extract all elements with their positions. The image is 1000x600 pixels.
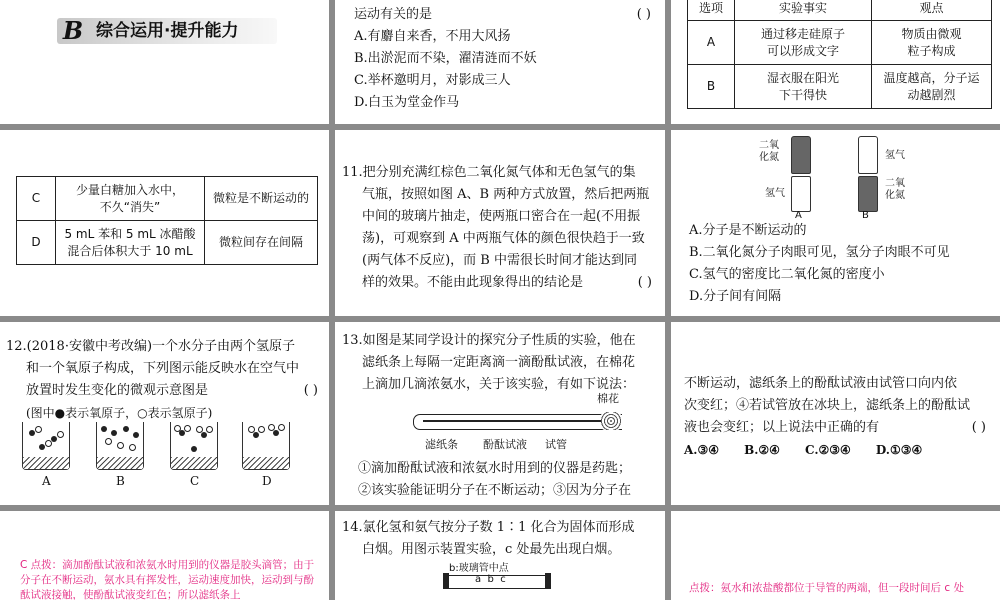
cell-r2c3: [671, 130, 1000, 316]
q13-cont-line: 不断运动，滤纸条上的酚酞试液由试管口向内依: [684, 376, 958, 391]
hydrogen-atom: [105, 438, 112, 445]
q11-line: 中间的玻璃片抽走，使两瓶口密合在一起(不用振: [362, 209, 641, 224]
hydrogen-atom: [57, 431, 64, 438]
q13-cont-line: 液也会变红；以上说法中正确的有: [684, 420, 880, 435]
header-option: 选项: [688, 0, 735, 21]
cell-r4c2: [335, 511, 665, 600]
hydrogen-atom: [268, 424, 275, 431]
q14-line: 白烟。用图示装置实验，c 处最先出现白烟。: [362, 542, 621, 557]
label-no2-b: 二氧 化氮: [885, 178, 905, 201]
cell-r1c2: [335, 0, 665, 124]
q13-cont-line: 次变红；④若试管放在冰块上，滤纸条上的酚酞试: [684, 398, 971, 413]
q11-line: 荡)，可观察到 A 中两瓶气体的颜色很快趋于一致: [362, 231, 645, 246]
label-no2-a: 二氧 化氮: [759, 140, 779, 163]
q12-line: 放置时发生变化的微观示意图是: [26, 383, 209, 398]
section-title: 综合运用·提升能力: [96, 21, 239, 41]
answer-paren: ( ): [303, 383, 318, 398]
oxygen-atom: [123, 426, 129, 432]
q11-line: 样的效果。不能由此现象得出的结论是: [362, 275, 584, 290]
hydrogen-atom: [117, 442, 124, 449]
cell-r4c1: [0, 511, 329, 600]
q13-line: ①滴加酚酞试液和浓氨水时用到的仪器是药匙；: [358, 461, 632, 476]
option-a: A.分子是不断运动的: [689, 223, 807, 238]
option-d: D.白玉为堂金作马: [354, 95, 460, 110]
oxygen-atom: [253, 432, 259, 438]
label-phenolphthalein: 酚酞试液: [483, 438, 527, 451]
q13-line: 上滴加几滴浓氨水，关于该实验，有如下说法：: [362, 377, 636, 392]
label-cotton: 棉花: [597, 392, 619, 405]
beaker-b: [96, 422, 144, 470]
filter-paper: [423, 420, 603, 422]
q11-line: (两气体不反应)，而 B 中需很长时间才能达到同: [362, 253, 637, 268]
gas-jar-figure: [751, 134, 951, 224]
beaker-water: [97, 457, 143, 469]
glass-tube-figure: [445, 561, 555, 600]
oxygen-atom: [111, 430, 117, 436]
test-tube: [413, 414, 622, 430]
beaker-label: C: [190, 474, 200, 488]
q13-line: 13.如图是某同学设计的探究分子性质的实验，他在: [342, 333, 636, 348]
beaker-c: [170, 422, 218, 470]
hydrogen-atom: [35, 426, 42, 433]
answer-paren: ( ): [637, 275, 652, 290]
option-b: B.出淤泥而不染，濯清涟而不妖: [354, 51, 537, 66]
q-text-line: 运动有关的是: [354, 7, 433, 22]
q13-options: A.③④ B.②④ C.②③④ D.①③④: [684, 443, 923, 457]
cell-r1c3: [671, 0, 1000, 124]
oxygen-atom: [133, 432, 139, 438]
q11-line: 气瓶，按照如图 A、B 两种方式放置，然后把两瓶: [362, 187, 650, 202]
q12-line: 和一个氧原子构成，下列图示能反映水在空气中: [26, 361, 300, 376]
hydrogen-atom: [196, 426, 203, 433]
tube-end-right: [545, 573, 551, 589]
label-h2-a: 氢气: [765, 188, 785, 199]
option-d: D.分子间有间隔: [689, 289, 782, 304]
hydrogen-atom: [206, 426, 213, 433]
hydrogen-atom: [278, 424, 285, 431]
label-h2-b: 氢气: [885, 150, 905, 161]
beaker-water: [243, 457, 289, 469]
jar-a-bottom: [791, 176, 811, 212]
option-c: C.举杯邀明月，对影成三人: [354, 73, 511, 88]
row-view: 微粒是不断运动的: [205, 177, 318, 221]
hydrogen-atom: [129, 444, 136, 451]
jar-b-bottom: [858, 176, 878, 212]
oxygen-atom: [101, 426, 107, 432]
oxygen-atom: [191, 446, 197, 452]
beaker-water: [23, 457, 69, 469]
q13-line: 滤纸条上每隔一定距离滴一滴酚酞试液，在棉花: [362, 355, 636, 370]
row-option: D: [17, 221, 56, 265]
label-tube: 试管: [545, 438, 567, 451]
beaker-label: D: [262, 474, 272, 488]
header-view: 观点: [872, 0, 992, 21]
hydrogen-atom: [45, 440, 52, 447]
oxygen-atom: [29, 430, 35, 436]
answer-explanation: C 点拨：滴加酚酞试液和浓氨水时用到的仪器是胶头滴管；由于分子在不断运动，氨水具有挥发性，运动速度加快，运动到与酚酞试液接触，使酚酞试液变红色；所以滤纸条上: [20, 559, 315, 600]
answer-paren: ( ): [636, 7, 651, 22]
hydrogen-atom: [248, 426, 255, 433]
oxygen-atom: [273, 430, 279, 436]
option-c: C.氢气的密度比二氧化氮的密度小: [689, 267, 885, 282]
row-fact: 少量白糖加入水中， 不久“消失”: [56, 177, 205, 221]
q13-line: ②该实验能证明分子在不断运动；③因为分子在: [358, 483, 632, 498]
test-tube-figure: [375, 392, 655, 452]
label-paper: 滤纸条: [425, 438, 458, 451]
option-b: B.二氧化氮分子肉眼可见，氢分子肉眼不可见: [689, 245, 950, 260]
oxygen-atom: [39, 444, 45, 450]
answer-explanation: 点拨：氨水和浓盐酸都位于导管的两端，但一段时间后 c 处: [689, 582, 964, 594]
jar-a-top: [791, 136, 811, 174]
beaker-water: [171, 457, 217, 469]
label-tube-midpoint: b:玻璃管中点: [449, 563, 509, 574]
cell-r4c3: [671, 511, 1000, 600]
experiment-table-top: [687, 0, 992, 109]
oxygen-atom: [201, 432, 207, 438]
row-fact: 通过移走硅原子 可以形成文字: [735, 21, 872, 65]
section-letter: B: [62, 16, 84, 45]
tube-points: a b c: [475, 574, 506, 585]
cell-r1c1: [0, 0, 329, 124]
row-option: A: [688, 21, 735, 65]
row-view: 温度越高，分子运 动越剧烈: [872, 65, 992, 109]
oxygen-atom: [51, 436, 57, 442]
cotton-plug: [601, 412, 621, 430]
jar-b-top: [858, 136, 878, 174]
row-view: 物质由微观 粒子构成: [872, 21, 992, 65]
answer-paren: ( ): [971, 420, 986, 435]
cell-r3c2: [335, 322, 665, 505]
cell-r2c2: [335, 130, 665, 316]
row-fact: 湿衣服在阳光 下干得快: [735, 65, 872, 109]
beaker-label: B: [116, 474, 125, 488]
beaker-label: A: [42, 474, 51, 488]
cell-r2c1: [0, 130, 329, 316]
hydrogen-atom: [174, 425, 181, 432]
row-view: 微粒间存在间隔: [205, 221, 318, 265]
cell-r3c1: [0, 322, 329, 505]
header-fact: 实验事实: [735, 0, 872, 21]
tube-end-left: [443, 573, 449, 589]
cell-r3c3: [671, 322, 1000, 505]
label-a: A: [795, 210, 802, 221]
row-fact: 5 mL 苯和 5 mL 冰醋酸 混合后体积大于 10 mL: [56, 221, 205, 265]
label-b: B: [862, 210, 869, 221]
row-option: C: [17, 177, 56, 221]
hydrogen-atom: [184, 425, 191, 432]
q12-legend: (图中●表示氧原子，○表示氢原子): [26, 406, 213, 420]
beaker-d: [242, 422, 290, 470]
option-a: A.有麝自来香，不用大风扬: [354, 29, 511, 44]
hydrogen-atom: [258, 426, 265, 433]
row-option: B: [688, 65, 735, 109]
beaker-a: [22, 422, 70, 470]
q14-line: 14.氯化氢和氨气按分子数 1∶1 化合为固体而形成: [342, 520, 635, 535]
q11-line: 11.把分别充满红棕色二氧化氮气体和无色氢气的集: [342, 165, 636, 180]
experiment-table-bottom: [16, 176, 318, 265]
q12-line: 12.(2018·安徽中考改编)一个水分子由两个氢原子: [6, 339, 296, 354]
